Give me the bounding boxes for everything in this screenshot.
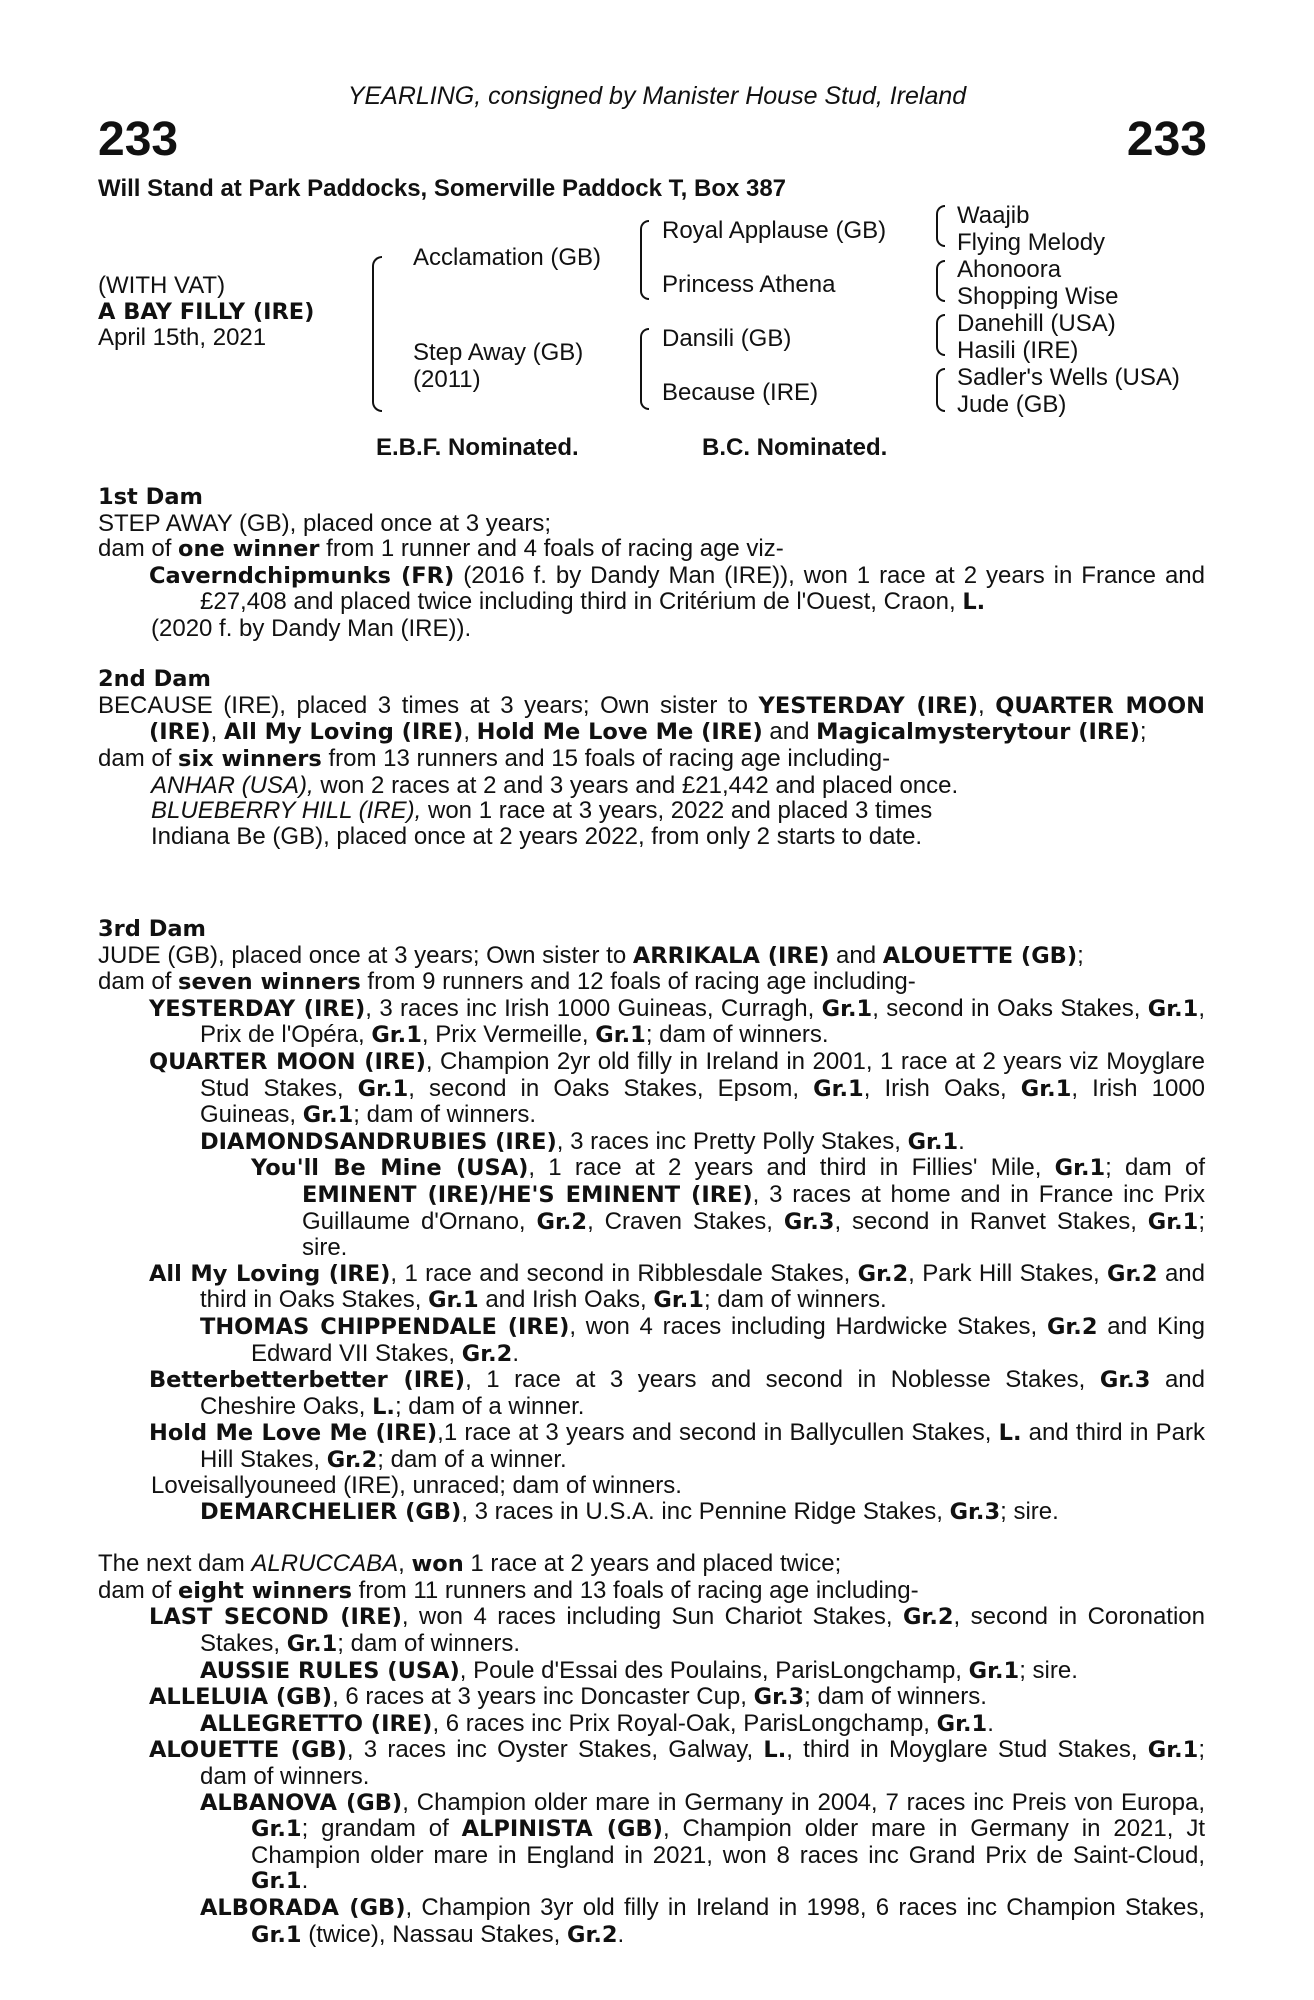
dam-section-lower (98, 917, 1205, 1948)
catalogue-header: YEARLING, consigned by Manister House Stud, Ireland (347, 82, 967, 110)
pedigree-bracket-ss (936, 205, 945, 247)
progeny-aussie-rules: AUSSIE RULES (USA), Poule d'Essai des Poulains, ParisLongchamp, Gr.1; sire. (200, 1656, 1078, 1684)
second-dam-line-1: BECAUSE (IRE), placed 3 times at 3 years; Own sister to YESTERDAY (IRE), QUARTER MOON (IRE), All My Loving (IRE), Hold Me Love Me (IRE) and Magicalmysterytour (IRE); (98, 691, 1205, 746)
vat-note: (WITH VAT) (98, 272, 226, 299)
ebf-nomination: E.B.F. Nominated. (376, 434, 579, 461)
pedigree-g3-1: Waajib (957, 202, 1030, 229)
first-dam-title: 1st Dam (98, 484, 203, 510)
bc-nomination: B.C. Nominated. (702, 434, 888, 461)
pedigree-sire: Acclamation (GB) (413, 244, 602, 271)
first-dam-progeny-1: Caverndchipmunks (FR) (2016 f. by Dandy Man (IRE)), won 1 race at 2 years in France and £27,408 and placed twice including third in Critérium de l'Ouest, Craon, L. (149, 561, 1205, 616)
first-dam-progeny-2: (2020 f. by Dandy Man (IRE)). (151, 614, 472, 642)
progeny-all-my-loving: All My Loving (IRE), 1 race and second in Ribblesdale Stakes, Gr.2, Park Hill Stakes, Gr.2 and third in Oaks Stakes, Gr.1 and Irish Oaks, Gr.1; dam of winners. (149, 1259, 1205, 1314)
second-dam-progeny-3: Indiana Be (GB), placed once at 2 years 2022, from only 2 starts to date. (151, 822, 923, 850)
progeny-youll-be-mine: You'll Be Mine (USA), 1 race at 2 years and third in Fillies' Mile, Gr.1; dam of EMINENT (IRE)/HE'S EMINENT (IRE), 3 races at home and in France inc Prix Guillaume d'Ornano, Gr.2, Craven Stakes, Gr.3, second in Ranvet Stakes, Gr.1; sire. (251, 1154, 1206, 1262)
pedigree-g3-7: Sadler's Wells (USA) (957, 364, 1180, 391)
third-dam-title: 3rd Dam (98, 916, 206, 942)
third-dam-line-1: JUDE (GB), placed once at 3 years; Own sister to ARRIKALA (IRE) and ALOUETTE (GB); (98, 941, 1084, 969)
progeny-albanova: ALBANOVA (GB), Champion older mare in Germany in 2004, 7 races inc Preis von Europa, Gr.1; grandam of ALPINISTA (GB), Champion older mare in Germany in 2021, Jt Champion older mare in England in 2021, won 8 races inc Grand Prix de Saint-Cloud, Gr.1. (200, 1788, 1205, 1895)
progeny-thomas-chippendale: THOMAS CHIPPENDALE (IRE), won 4 races including Hardwicke Stakes, Gr.2 and King Edward VII Stakes, Gr.2. (200, 1312, 1206, 1367)
progeny-alouette: ALOUETTE (GB), 3 races inc Oyster Stakes, Galway, L., third in Moyglare Stud Stakes, Gr.1; dam of winners. (149, 1736, 1205, 1790)
progeny-betterbetterbetter: Betterbetterbetter (IRE), 1 race at 3 years and second in Noblesse Stakes, Gr.3 and Cheshire Oaks, L.; dam of a winner. (149, 1366, 1205, 1420)
second-dam-title: 2nd Dam (98, 666, 211, 693)
pedigree-bracket-dd (936, 368, 945, 412)
next-dam-line-2: dam of eight winners from 11 runners and 13 foals of racing age including- (98, 1576, 919, 1604)
second-dam-progeny-1: ANHAR (USA), won 2 races at 2 and 3 years and £21,442 and placed once. (151, 771, 959, 799)
pedigree-g3-4: Shopping Wise (957, 283, 1119, 310)
pedigree-bracket-main (372, 256, 382, 412)
pedigree-g3-3: Ahonoora (957, 256, 1062, 283)
foaling-date: April 15th, 2021 (98, 324, 267, 351)
pedigree-bracket-dam (640, 328, 649, 410)
pedigree-sire-sire: Royal Applause (GB) (662, 217, 887, 244)
progeny-quarter-moon: QUARTER MOON (IRE), Champion 2yr old filly in Ireland in 2001, 1 race at 2 years viz Moyglare Stud Stakes, Gr.1, second in Oaks Stakes, Epsom, Gr.1, Irish Oaks, Gr.1, Irish 1000 Guineas, Gr.1; dam of winners. (149, 1047, 1206, 1129)
pedigree-dam-sire: Dansili (GB) (662, 325, 792, 352)
first-dam-line-2: dam of one winner from 1 runner and 4 foals of racing age viz- (98, 535, 784, 563)
pedigree-g3-5: Danehill (USA) (957, 310, 1116, 337)
progeny-hold-me-love-me: Hold Me Love Me (IRE),1 race at 3 years and second in Ballycullen Stakes, L. and third in Park Hill Stakes, Gr.2; dam of a winner. (149, 1419, 1205, 1473)
second-dam-line-2: dam of six winners from 13 runners and 15 foals of racing age including- (98, 744, 891, 772)
stand-location: Will Stand at Park Paddocks, Somerville Paddock T, Box 387 (98, 175, 787, 202)
pedigree-g3-6: Hasili (IRE) (957, 337, 1079, 364)
horse-name: A BAY FILLY (IRE) (98, 299, 315, 325)
progeny-alleluia: ALLELUIA (GB), 6 races at 3 years inc Doncaster Cup, Gr.3; dam of winners. (149, 1683, 987, 1711)
dam-section-upper (98, 485, 1205, 849)
progeny-demarchelier: DEMARCHELIER (GB), 3 races in U.S.A. inc Pennine Ridge Stakes, Gr.3; sire. (200, 1498, 1059, 1526)
progeny-last-second: LAST SECOND (IRE), won 4 races including Sun Chariot Stakes, Gr.2, second in Coronation Stakes, Gr.1; dam of winners. (149, 1603, 1205, 1658)
progeny-allegretto: ALLEGRETTO (IRE), 6 races inc Prix Royal-Oak, ParisLongchamp, Gr.1. (200, 1709, 994, 1737)
pedigree-g3-2: Flying Melody (957, 229, 1106, 256)
pedigree-sire-dam: Princess Athena (662, 271, 836, 298)
pedigree-g3-8: Jude (GB) (957, 391, 1067, 418)
pedigree-dam: Step Away (GB) (413, 339, 584, 366)
pedigree-dam-year: (2011) (413, 366, 481, 393)
progeny-diamondsandrubies: DIAMONDSANDRUBIES (IRE), 3 races inc Pretty Polly Stakes, Gr.1. (200, 1127, 965, 1155)
lot-number-right: 233 (1126, 113, 1207, 166)
first-dam-line-1: STEP AWAY (GB), placed once at 3 years; (98, 509, 552, 537)
pedigree-dam-dam: Because (IRE) (662, 379, 819, 406)
third-dam-line-2: dam of seven winners from 9 runners and 12 foals of racing age including- (98, 968, 916, 996)
next-dam-line-1: The next dam ALRUCCABA, won 1 race at 2 years and placed twice; (98, 1550, 842, 1578)
lot-number-left: 233 (98, 113, 179, 166)
pedigree-bracket-ds (936, 314, 945, 356)
second-dam-progeny-2: BLUEBERRY HILL (IRE), won 1 race at 3 years, 2022 and placed 3 times (151, 797, 933, 825)
pedigree-bracket-sd (936, 260, 945, 302)
progeny-alborada: ALBORADA (GB), Champion 3yr old filly in Ireland in 1998, 6 races inc Champion Stakes, Gr.1 (twice), Nassau Stakes, Gr.2. (200, 1893, 1206, 1948)
progeny-yesterday: YESTERDAY (IRE), 3 races inc Irish 1000 Guineas, Curragh, Gr.1, second in Oaks Stakes, Gr.1, Prix de l'Opéra, Gr.1, Prix Vermeille, Gr.1; dam of winners. (149, 994, 1206, 1049)
progeny-loveisallyouneed: Loveisallyouneed (IRE), unraced; dam of winners. (151, 1472, 682, 1500)
pedigree-bracket-sire (640, 220, 649, 300)
